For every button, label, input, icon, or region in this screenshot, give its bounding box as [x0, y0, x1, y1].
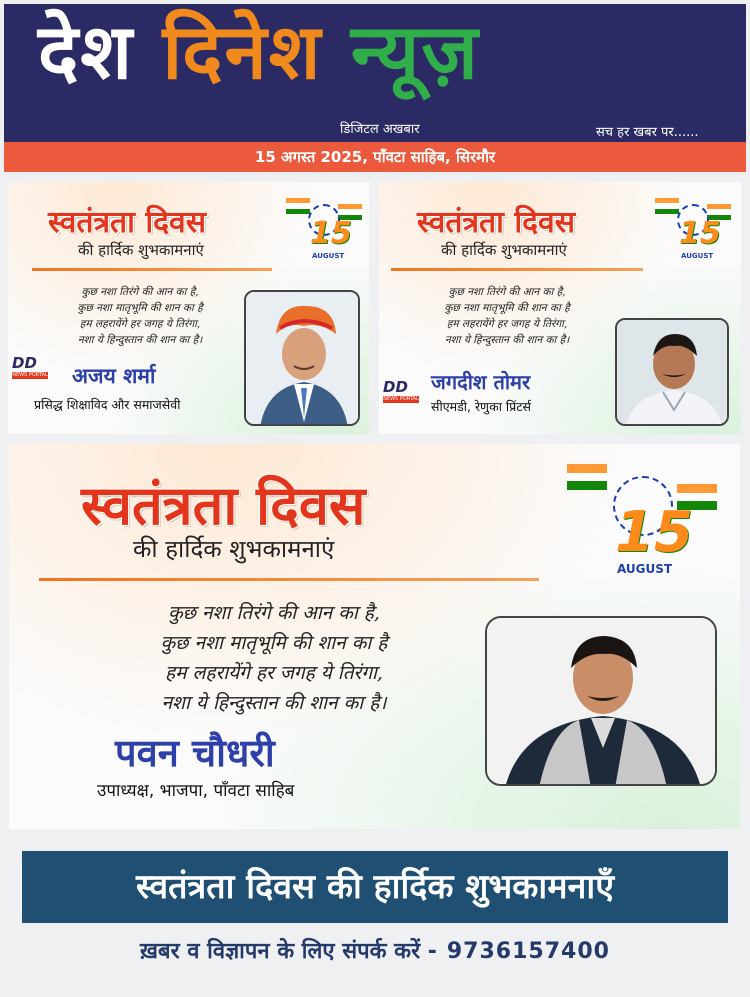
flag-icon — [567, 464, 607, 490]
poem-line: हम लहरायेंगे हर जगह ये तिरंगा, — [79, 318, 201, 330]
card-heading: स्वतंत्रता दिवस — [417, 205, 575, 240]
card-poem — [409, 284, 605, 348]
person-name: पवन चौधरी — [115, 731, 275, 775]
card-divider — [32, 268, 272, 271]
contact-line — [0, 935, 750, 965]
independence-15-badge — [655, 194, 731, 264]
poem-line: कुछ नशा तिरंगे की आन का है, — [168, 602, 380, 624]
card-subheading: की हार्दिक शुभकामनाएं — [133, 535, 335, 563]
poem-line: नशा ये हिन्दुस्तान की शान का है। — [77, 334, 203, 346]
contact-label: ख़बर व विज्ञापन के लिए संपर्क करें - — [140, 939, 437, 964]
badge-month: AUGUST — [312, 252, 345, 260]
masthead-title — [38, 8, 480, 95]
poem-line: कुछ नशा तिरंगे की आन का है, — [448, 286, 566, 298]
footer-banner: स्वतंत्रता दिवस की हार्दिक शुभकामनाएँ — [22, 851, 728, 923]
badge-month: AUGUST — [681, 252, 714, 260]
person-name: अजय शर्मा — [72, 364, 156, 388]
poem-line: कुछ नशा तिरंगे की आन का है, — [81, 286, 199, 298]
person-name: जगदीश तोमर — [431, 370, 531, 394]
card-subheading: की हार्दिक शुभकामनाएं — [78, 241, 204, 259]
masthead-subtitle: डिजिटल अखबार — [340, 122, 420, 137]
person-photo — [244, 290, 360, 426]
poem-line: नशा ये हिन्दुस्तान की शान का है। — [444, 334, 570, 346]
poem-line: कुछ नशा मातृभूमि की शान का है — [77, 302, 203, 314]
person-role: प्रसिद्ध शिक्षाविद और समाजसेवी — [34, 397, 181, 412]
badge-month: AUGUST — [617, 562, 673, 576]
badge-number: 15 — [679, 216, 721, 251]
title-part-dinesh: दिनेश — [162, 7, 351, 96]
badge-number: 15 — [615, 500, 693, 565]
masthead-tagline: सच हर खबर पर...... — [596, 125, 699, 140]
flag-icon — [286, 198, 310, 214]
badge-number: 15 — [310, 216, 352, 251]
poem-line: कुछ नशा मातृभूमि की शान का है — [160, 632, 388, 654]
greeting-card-2 — [379, 182, 741, 434]
title-part-desh: देश — [38, 7, 163, 96]
flag-icon — [655, 198, 679, 214]
card-poem — [89, 598, 459, 718]
card-heading: स्वतंत्रता दिवस — [81, 474, 366, 537]
independence-15-badge — [286, 194, 362, 264]
poem-line: हम लहरायेंगे हर जगह ये तिरंगा, — [446, 318, 568, 330]
dateline: 15 अगस्त 2025, पाँवटा साहिब, सिरमौर — [4, 142, 746, 172]
person-photo — [485, 616, 717, 786]
title-part-news: न्यूज़ — [350, 7, 480, 96]
card-subheading: की हार्दिक शुभकामनाएं — [441, 241, 567, 259]
poem-line: हम लहरायेंगे हर जगह ये तिरंगा, — [165, 662, 383, 684]
greeting-card-3 — [9, 444, 740, 829]
person-role: उपाध्यक्ष, भाजपा, पाँवटा साहिब — [97, 781, 295, 801]
greeting-card-1 — [8, 182, 369, 434]
dd-news-logo: DD NEWS PORTAL — [12, 354, 48, 378]
card-divider — [39, 578, 539, 581]
person-photo — [615, 318, 729, 426]
contact-number[interactable]: 9736157400 — [446, 939, 610, 964]
poem-line: नशा ये हिन्दुस्तान की शान का है। — [161, 692, 387, 714]
independence-15-badge — [565, 458, 721, 576]
masthead — [4, 4, 746, 142]
card-poem — [44, 284, 236, 348]
poem-line: कुछ नशा मातृभूमि की शान का है — [444, 302, 570, 314]
card-heading: स्वतंत्रता दिवस — [48, 205, 206, 240]
person-role: सीएमडी, रेणुका प्रिंटर्स — [431, 399, 532, 414]
card-divider — [391, 268, 643, 271]
dd-news-logo: DD NEWS PORTAL — [383, 378, 419, 402]
